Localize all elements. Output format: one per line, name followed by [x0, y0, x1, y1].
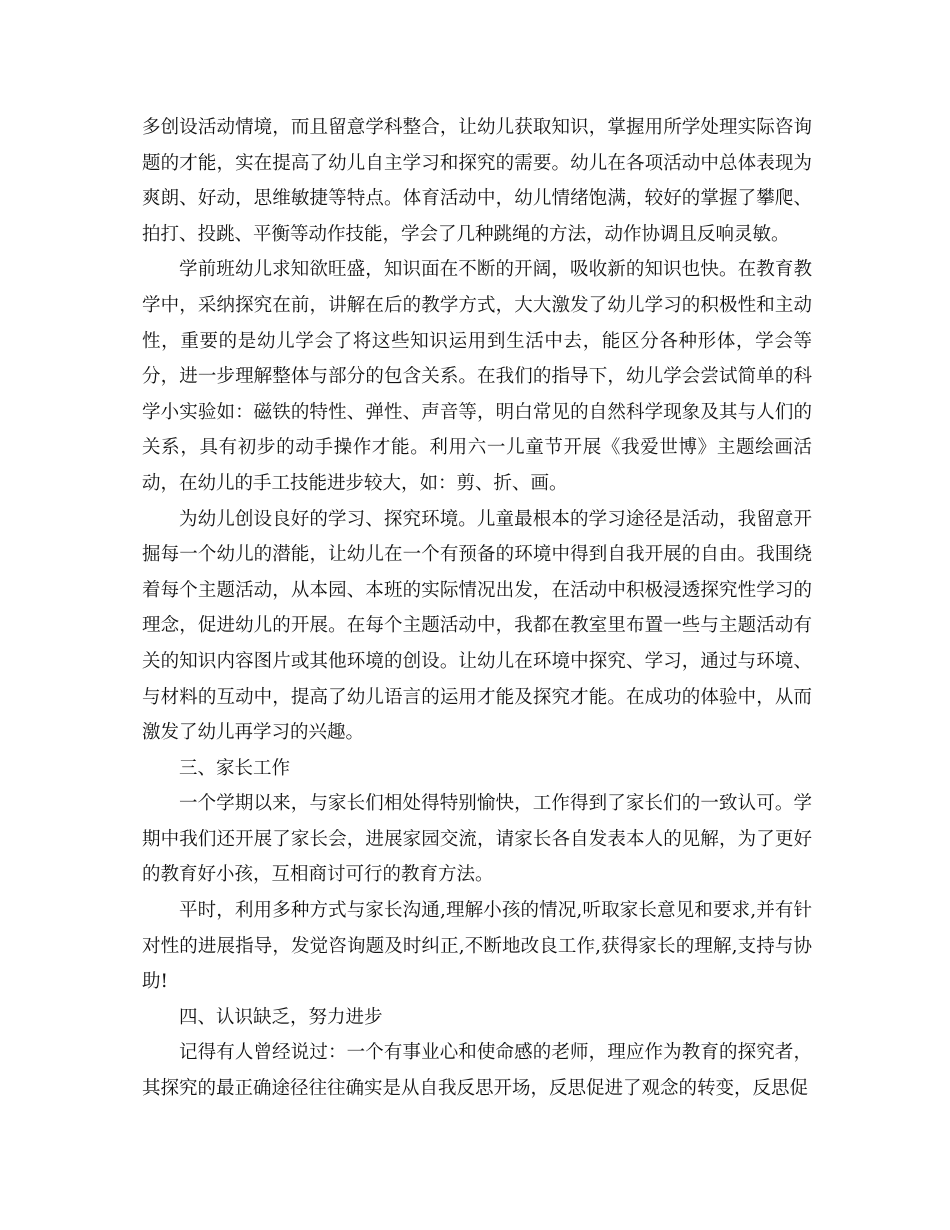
- paragraph-4: 一个学期以来，与家长们相处得特别愉快，工作得到了家长们的一致认可。学期中我们还开展了家长会，进展家园交流，请家长各自发表本人的见解，为了更好的教育好小孩，互相商讨可行的教育方法。: [142, 793, 812, 886]
- paragraph-6: 记得有人曾经说过：一个有事业心和使命感的老师，理应作为教育的探究者，其探究的最正确途径往往确实是从自我反思开场，反思促进了观念的转变，反思促: [142, 1042, 812, 1100]
- document-page: [142, 110, 812, 1107]
- paragraph-1: 多创设活动情境，而且留意学科整合，让幼儿获取知识，掌握用所学处理实际咨询题的才能，实在提高了幼儿自主学习和探究的需要。幼儿在各项活动中总体表现为爽朗、好动，思维敏捷等特点。体育活动中，幼儿情绪饱满，较好的掌握了攀爬、拍打、投跳、平衡等动作技能，学会了几种跳绳的方法，动作协调且反响灵敏。: [142, 117, 812, 245]
- paragraph-3: 为幼儿创设良好的学习、探究环境。儿童最根本的学习途径是活动，我留意开掘每一个幼儿的潜能，让幼儿在一个有预备的环境中得到自我开展的自由。我围绕着每个主题活动，从本园、本班的实际情况出发，在活动中积极浸透探究性学习的理念，促进幼儿的开展。在每个主题活动中，我都在教室里布置一些与主题活动有关的知识内容图片或其他环境的创设。让幼儿在环境中探究、学习，通过与环境、与材料的互动中，提高了幼儿语言的运用才能及探究才能。在成功的体验中，从而激发了幼儿再学习的兴趣。: [142, 508, 812, 744]
- paragraph-5: 平时，利用多种方式与家长沟通,理解小孩的情况,听取家长意见和要求,并有针对性的进展指导，发觉咨询题及时纠正,不断地改良工作,获得家长的理解,支持与协助!: [142, 900, 812, 993]
- section-heading-parent-work: 三、家长工作: [179, 757, 291, 779]
- paragraph-2: 学前班幼儿求知欲旺盛，知识面在不断的开阔，吸收新的知识也快。在教育教学中，采纳探究在前，讲解在后的教学方式，大大激发了幼儿学习的积极性和主动性，重要的是幼儿学会了将这些知识运用到生活中去，能区分各种形体，学会等分，进一步理解整体与部分的包含关系。在我们的指导下，幼儿学会尝试简单的科学小实验如：磁铁的特性、弹性、声音等，明白常见的自然科学现象及其与人们的关系，具有初步的动手操作才能。利用六一儿童节开展《我爱世博》主题绘画活动，在幼儿的手工技能进步较大，如：剪、折、画。: [142, 259, 812, 494]
- section-heading-improvement: 四、认识缺乏，努力进步: [179, 1006, 383, 1028]
